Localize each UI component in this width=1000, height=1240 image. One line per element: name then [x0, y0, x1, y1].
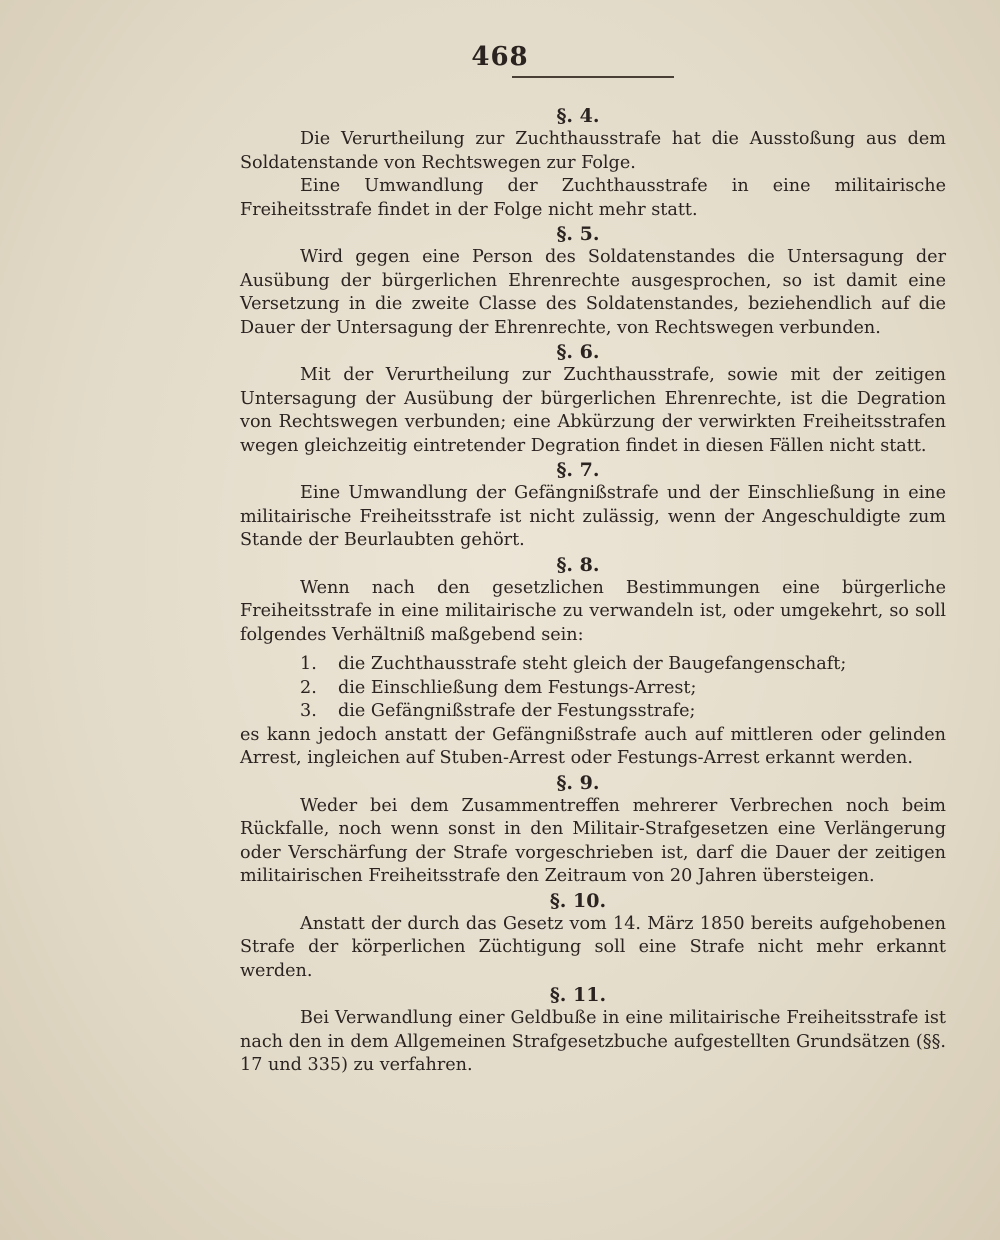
section-heading: §. 8.	[556, 553, 600, 576]
paragraph: Eine Umwandlung der Zuchthausstrafe in eine militairische Freiheitsstrafe findet in der Folge nicht mehr statt.	[240, 176, 946, 220]
section-9	[240, 771, 946, 889]
paragraph: Anstatt der durch das Gesetz vom 14. März 1850 bereits aufgehobenen Strafe der körperlichen Züchtigung soll eine Strafe nicht mehr erkannt werden.	[240, 913, 946, 981]
paragraph: Die Verurtheilung zur Zuchthausstrafe hat die Ausstoßung aus dem Soldatenstande von Rechtswegen zur Folge.	[240, 129, 946, 173]
section-8	[240, 553, 946, 771]
paragraph: Bei Verwandlung einer Geldbuße in eine militairische Freiheitsstrafe ist nach den in dem Allgemeinen Strafgesetzbuche aufgestellten Grundsätzen (§§. 17 und 335) zu verfahren.	[240, 1008, 946, 1075]
list-text: die Zuchthausstrafe steht gleich der Baugefangenschaft;	[338, 654, 847, 674]
section-heading: §. 9.	[556, 771, 600, 794]
section-5	[240, 222, 946, 340]
list-number: 1.	[300, 654, 317, 674]
paragraph: Wird gegen eine Person des Soldatenstandes die Untersagung der Ausübung der bürgerlichen Ehrenrechte ausgesprochen, so ist damit eine Versetzung in die zweite Classe des Soldatenstandes, beziehendlich auf die Dauer der Untersagung der Ehrenrechte, von Rechtswegen verbunden.	[240, 247, 946, 338]
section-heading: §. 11.	[549, 984, 607, 1006]
paragraph: Eine Umwandlung der Gefängnißstrafe und der Einschließung in eine militairische Freiheitsstrafe ist nicht zulässig, wenn der Angeschuldigte zum Stande der Beurlaubten gehört.	[240, 483, 946, 550]
header-rule	[512, 76, 674, 78]
paragraph: Mit der Verurtheilung zur Zuchthausstrafe, sowie mit der zeitigen Untersagung der Ausübung der bürgerlichen Ehrenrechte, ist die Degration von Rechtswegen verbunden; eine Abkürzung der verwirkten Freiheitsstrafen wegen gleichzeitig eintretender Degration findet in diesen Fällen nicht statt.	[240, 365, 946, 456]
section-heading: §. 4.	[556, 105, 600, 127]
list-text: die Gefängnißstrafe der Festungsstrafe;	[338, 701, 696, 721]
section-7	[240, 458, 946, 553]
list-text: die Einschließung dem Festungs-Arrest;	[338, 677, 697, 698]
section-heading: §. 5.	[556, 223, 600, 245]
section-6	[240, 340, 946, 458]
page-number: 468	[471, 42, 529, 72]
section-11	[240, 983, 946, 1078]
document-body	[240, 104, 946, 1078]
section-heading: §. 6.	[556, 341, 600, 363]
list-number: 2.	[300, 677, 317, 698]
section-heading: §. 10.	[549, 889, 607, 912]
section-heading: §. 7.	[556, 459, 600, 481]
paragraph: Weder bei dem Zusammentreffen mehrerer Verbrechen noch beim Rückfalle, noch wenn sonst in den Militair-Strafgesetzen eine Verlängerung oder Verschärfung der Strafe vorgeschrieben ist, darf die Dauer der zeitigen militairischen Freiheitsstrafe den Zeitraum von 20 Jahren übersteigen.	[240, 795, 946, 886]
section-4	[240, 104, 946, 222]
section-10	[240, 889, 946, 984]
list-number: 3.	[300, 701, 317, 721]
paragraph: Wenn nach den gesetzlichen Bestimmungen eine bürgerliche Freiheitsstrafe in eine militairische zu verwandeln ist, oder umgekehrt, so soll folgendes Verhältniß maßgebend sein:	[240, 577, 946, 645]
list-item	[240, 700, 946, 724]
paragraph: es kann jedoch anstatt der Gefängnißstrafe auch auf mittleren oder gelinden Arrest, ingleichen auf Stuben-Arrest oder Festungs-Arrest erkannt werden.	[240, 724, 946, 768]
list-item	[240, 653, 946, 677]
list-item	[240, 677, 946, 701]
